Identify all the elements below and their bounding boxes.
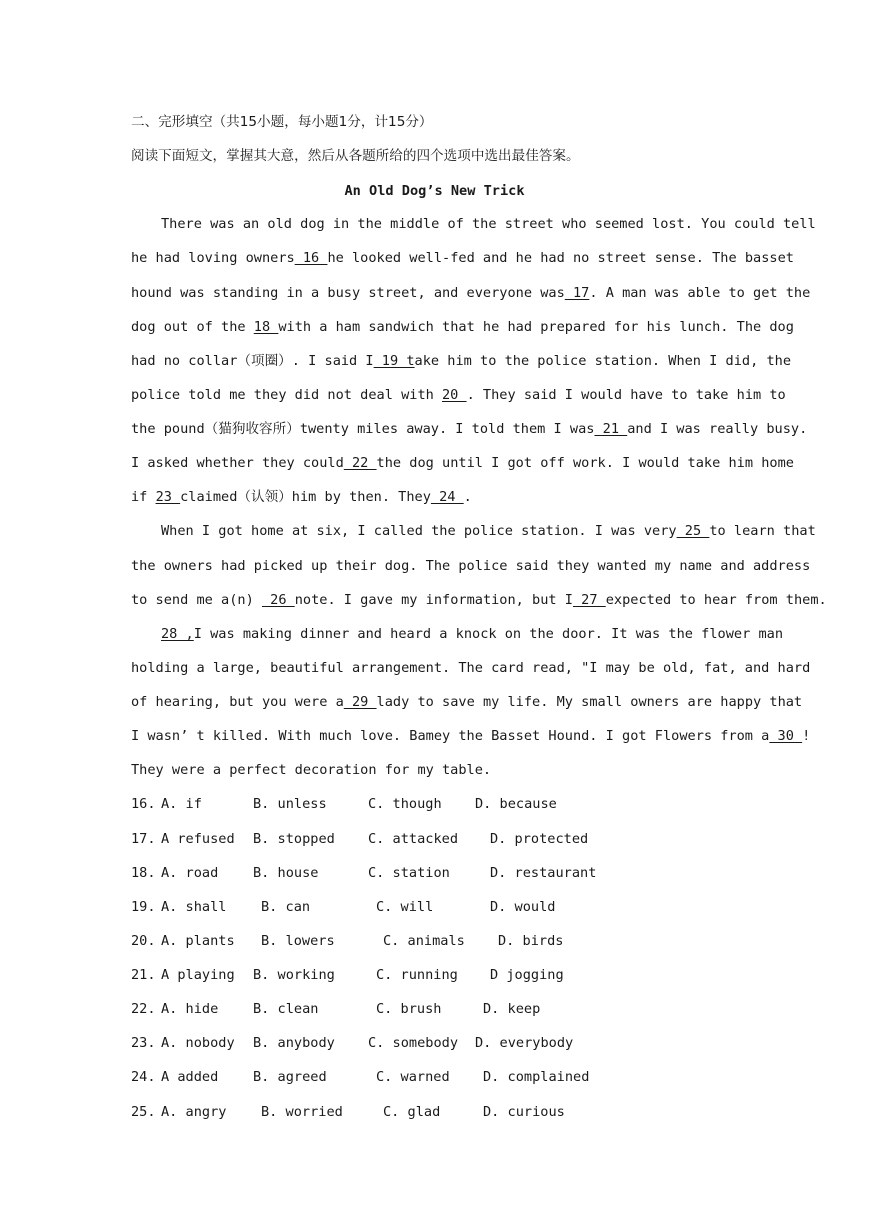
blank-19: 19 t: [373, 353, 415, 369]
option-b: B. agreed: [253, 1069, 327, 1085]
passage-text: .: [463, 489, 472, 505]
passage-text: the pound（猫狗收容所）twenty miles away. I told them I was: [131, 421, 595, 437]
blank-27: 27: [572, 592, 606, 608]
blank-23: 23: [155, 489, 181, 505]
passage-line: [131, 760, 737, 780]
option-c: C. running: [376, 967, 458, 983]
option-c: C. somebody: [368, 1035, 459, 1051]
passage-text: hound was standing in a busy street, and everyone was: [131, 285, 565, 301]
blank-29: 29: [343, 694, 377, 710]
passage-text: had no collar（项圈）. I said I: [131, 353, 374, 369]
passage-text: When I got home at six, I called the police station. I was very: [161, 523, 677, 539]
passage-text: dog out of the: [131, 319, 254, 335]
question-number: 21.: [131, 967, 156, 983]
question-number: 18.: [131, 865, 156, 881]
passage-line: [161, 521, 816, 541]
option-a: A playing: [161, 967, 235, 983]
option-b: B. can: [261, 899, 311, 915]
option-b: B. house: [253, 865, 319, 881]
option-d: D. restaurant: [490, 865, 597, 881]
blank-22: 22: [343, 455, 377, 471]
option-d: D. because: [475, 796, 557, 812]
option-c: C. though: [368, 796, 442, 812]
option-a: A. angry: [161, 1104, 227, 1120]
passage-text: holding a large, beautiful arrangement. The card read, "I may be old, fat, and hard: [131, 660, 811, 676]
passage-line: [131, 692, 803, 712]
option-b: B. clean: [253, 1001, 319, 1017]
blank-17: 17: [564, 285, 590, 301]
option-a: A. if: [161, 796, 202, 812]
question-number: 22.: [131, 1001, 156, 1017]
option-b: B. worried: [261, 1104, 343, 1120]
option-a: A. hide: [161, 1001, 219, 1017]
passage-line: [131, 317, 794, 337]
passage-title: An Old Dog’s New Trick: [344, 183, 525, 199]
passage-text: the dog until I got off work. I would take him home: [376, 455, 794, 471]
option-c: C. will: [376, 899, 434, 915]
passage-line: [131, 726, 811, 746]
passage-text: and I was really busy.: [627, 421, 808, 437]
passage-line: [161, 214, 816, 234]
blank-26: 26: [261, 592, 295, 608]
passage-text: he had loving owners: [131, 250, 295, 266]
blank-21: 21: [594, 421, 628, 437]
passage-line: [131, 351, 792, 371]
passage-text: . A man was able to get the: [589, 285, 811, 301]
blank-25: 25: [676, 523, 710, 539]
passage-text: There was an old dog in the middle of the street who seemed lost. You could tell: [161, 216, 816, 232]
passage-text: police told me they did not deal with: [131, 387, 442, 403]
question-number: 25.: [131, 1104, 156, 1120]
option-a: A. road: [161, 865, 219, 881]
question-number: 23.: [131, 1035, 156, 1051]
passage-text: if: [131, 489, 156, 505]
blank-16: 16: [294, 250, 328, 266]
blank-30: 30: [769, 728, 803, 744]
passage-text: to learn that: [709, 523, 816, 539]
passage-text: I was making dinner and heard a knock on the door. It was the flower man: [193, 626, 784, 642]
blank-18: 18: [253, 319, 279, 335]
blank-28: 28 ,: [161, 626, 194, 642]
option-a: A. shall: [161, 899, 227, 915]
passage-text: ake him to the police station. When I did, the: [414, 353, 792, 369]
option-d: D. would: [490, 899, 556, 915]
question-number: 16.: [131, 796, 156, 812]
passage-text: to send me a(n): [131, 592, 262, 608]
option-d: D. complained: [483, 1069, 590, 1085]
passage-text: with a ham sandwich that he had prepared for his lunch. The dog: [278, 319, 794, 335]
option-c: C. brush: [376, 1001, 442, 1017]
option-d: D. protected: [490, 831, 589, 847]
question-number: 19.: [131, 899, 156, 915]
option-b: B. working: [253, 967, 335, 983]
section-header: 二、完形填空（共15小题，每小题1分，计15分）: [131, 114, 433, 130]
passage-line: [131, 453, 794, 473]
option-d: D. keep: [483, 1001, 541, 1017]
passage-text: . They said I would have to take him to: [466, 387, 786, 403]
passage-line: [131, 248, 794, 268]
passage-text: of hearing, but you were a: [131, 694, 344, 710]
option-c: C. attacked: [368, 831, 459, 847]
option-a: A added: [161, 1069, 219, 1085]
passage-text: expected to hear from them.: [605, 592, 827, 608]
passage-line: [131, 556, 811, 576]
option-b: B. anybody: [253, 1035, 335, 1051]
passage-text: I asked whether they could: [131, 455, 344, 471]
passage-text: lady to save my life. My small owners are happy that: [376, 694, 803, 710]
option-b: B. unless: [253, 796, 327, 812]
passage-line: [131, 590, 827, 610]
option-b: B. lowers: [261, 933, 335, 949]
passage-text: I wasn’ t killed. With much love. Bamey the Basset Hound. I got Flowers from a: [131, 728, 770, 744]
passage-text: note. I gave my information, but I: [294, 592, 573, 608]
option-d: D jogging: [490, 967, 564, 983]
passage-line: [131, 487, 737, 507]
option-c: C. animals: [383, 933, 465, 949]
passage-text: They were a perfect decoration for my table.: [131, 762, 492, 778]
option-d: D. curious: [483, 1104, 565, 1120]
option-c: C. station: [368, 865, 450, 881]
option-a: A. plants: [161, 933, 235, 949]
option-b: B. stopped: [253, 831, 335, 847]
option-a: A. nobody: [161, 1035, 235, 1051]
question-number: 20.: [131, 933, 156, 949]
passage-line: [161, 624, 784, 644]
option-c: C. warned: [376, 1069, 450, 1085]
question-number: 24.: [131, 1069, 156, 1085]
blank-24: 24: [430, 489, 464, 505]
passage-text: !: [802, 728, 811, 744]
passage-line: [131, 658, 811, 678]
passage-line: [131, 385, 786, 405]
passage-text: the owners had picked up their dog. The police said they wanted my name and address: [131, 558, 811, 574]
blank-20: 20: [442, 387, 467, 403]
option-d: D. everybody: [475, 1035, 574, 1051]
passage-line: [131, 283, 811, 303]
option-c: C. glad: [383, 1104, 441, 1120]
option-d: D. birds: [498, 933, 564, 949]
instructions: 阅读下面短文，掌握其大意，然后从各题所给的四个选项中选出最佳答案。: [131, 148, 580, 164]
passage-text: he looked well-fed and he had no street sense. The basset: [327, 250, 794, 266]
passage-line: [131, 419, 808, 439]
option-a: A refused: [161, 831, 235, 847]
question-number: 17.: [131, 831, 156, 847]
passage-text: claimed（认领）him by then. They: [180, 489, 431, 505]
